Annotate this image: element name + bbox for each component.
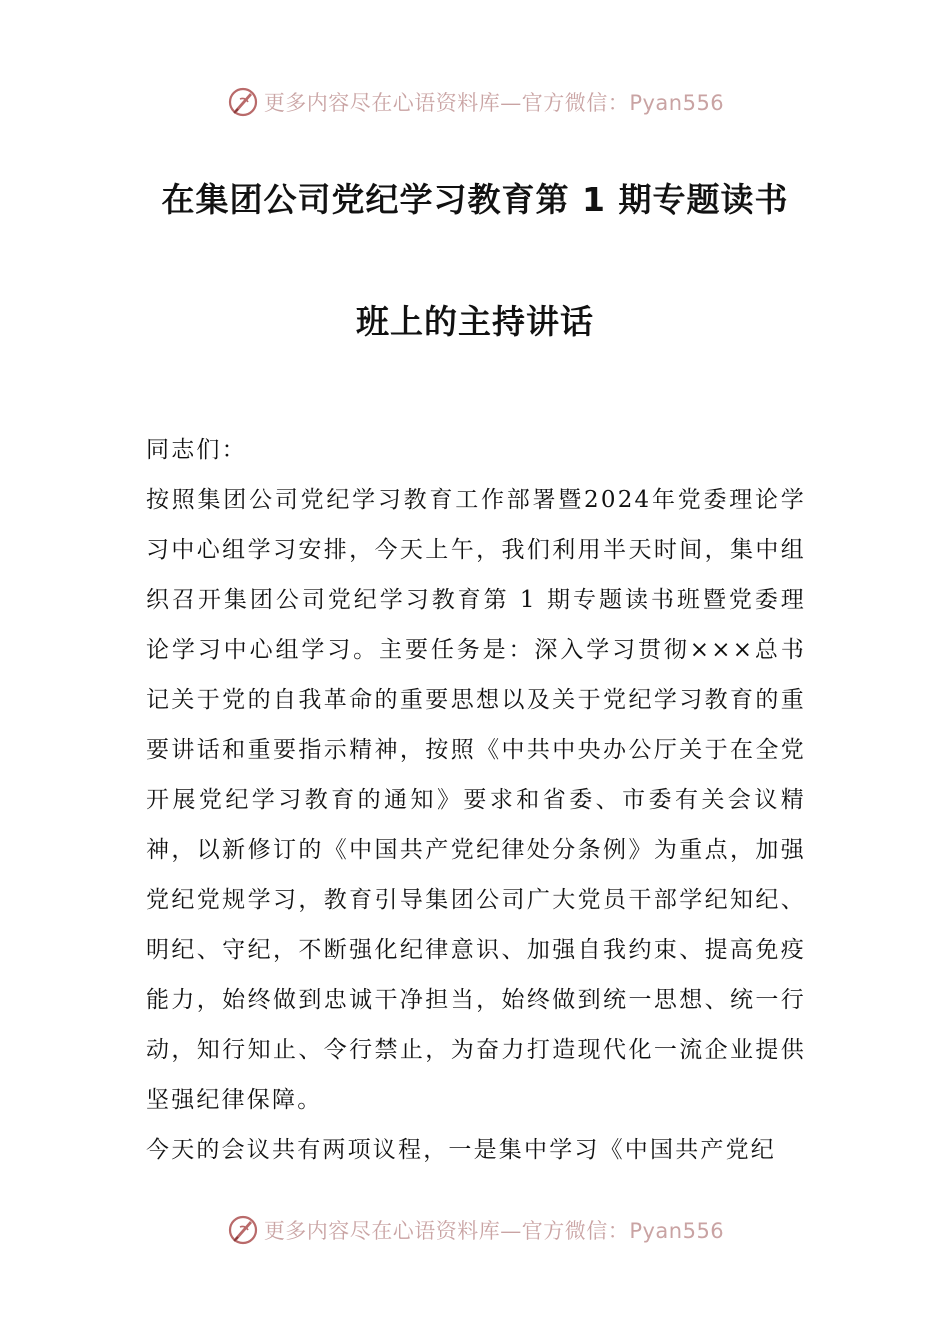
watermark-slogan: 更多内容尽在心语资料库—官方微信： — [263, 1219, 630, 1243]
header-watermark-banner — [0, 82, 950, 122]
salutation: 同志们： — [146, 437, 247, 463]
watermark-slogan: 更多内容尽在心语资料库—官方微信： — [263, 91, 630, 115]
footer-watermark-banner — [0, 1210, 950, 1250]
wechat-id: Pyan556 — [629, 91, 725, 115]
document-body — [146, 425, 806, 1175]
body-paragraph-1: 按照集团公司党纪学习教育工作部署暨2024年党委理论学习中心组学习安排，今天上午，我们利用半天时间，集中组织召开集团公司党纪学习教育第 1 期专题读书班暨党委理论学习中心组学习。主要任务是：深入学习贯彻×××总书记关于党的自我革命的重要思想以及关于党纪学习教育的重要讲话和重要指示精神，按照《中共中央办公厅关于在全党开展党纪学习教育的通知》要求和省委、市委有关会议精神，以新修订的《中国共产党纪律处分条例》为重点，加强党纪党规学习，教育引导集团公司广大党员干部学纪知纪、明纪、守纪，不断强化纪律意识、加强自我约束、提高免疫能力，始终做到忠诚干净担当，始终做到统一思想、统一行动，知行知止、令行禁止，为奋力打造现代化一流企业提供坚强纪律保障。 — [146, 487, 806, 1113]
watermark-text — [264, 87, 724, 117]
quill-seal-icon — [226, 85, 260, 119]
document-title-line-1: 在集团公司党纪学习教育第 1 期专题读书 — [161, 180, 789, 219]
body-paragraph-2: 今天的会议共有两项议程，一是集中学习《中国共产党纪 — [146, 1137, 776, 1163]
quill-seal-icon — [226, 1213, 260, 1247]
watermark-text — [264, 1215, 724, 1245]
document-title-line-2: 班上的主持讲话 — [356, 302, 594, 341]
wechat-id: Pyan556 — [629, 1219, 725, 1243]
